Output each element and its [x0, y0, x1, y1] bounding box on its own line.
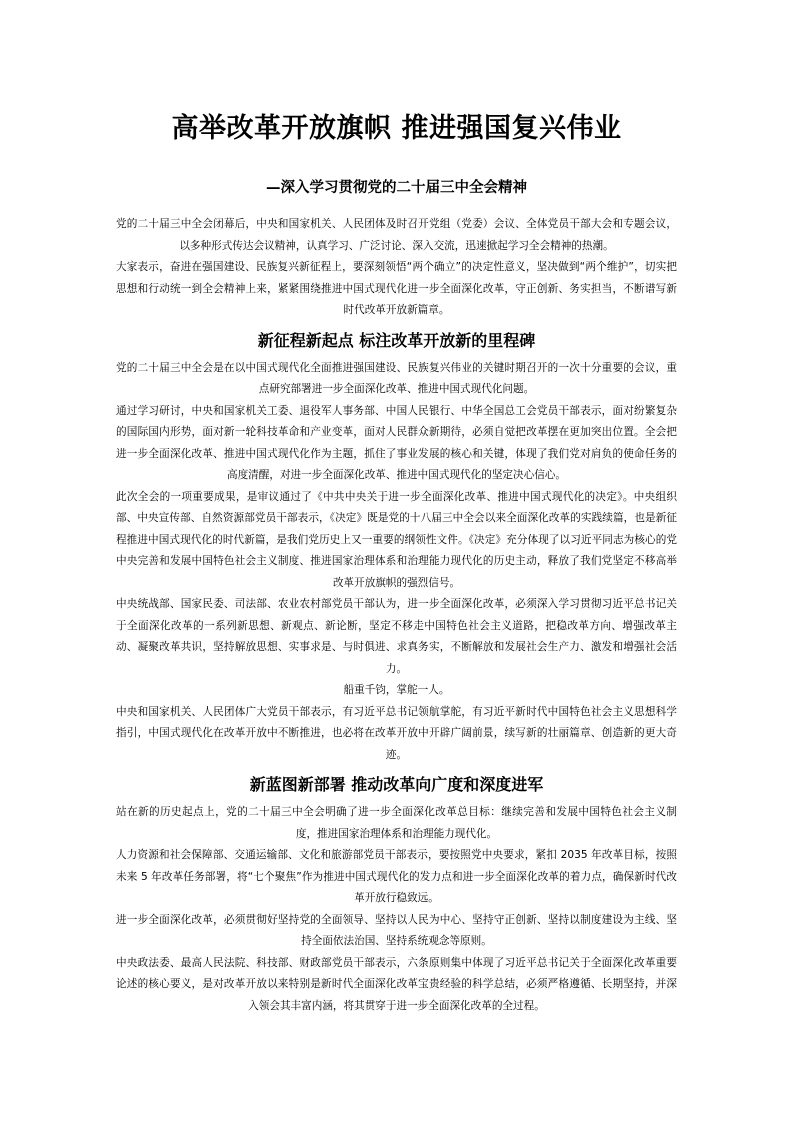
body-paragraph: 党的二十届三中全会是在以中国式现代化全面推进强国建设、民族复兴伟业的关键时期召开的一次十分重要的会议，重点研究部署进一步全面深化改革、推进中国式现代化问题。: [116, 361, 677, 395]
intro-section: [116, 214, 677, 322]
body-paragraph: 中央政法委、最高人民法院、科技部、财政部党员干部表示，六条原则集中体现了习近平总书记关于全面深化改革重要论述的核心要义，是对改革开放以来特别是新时代全面深化改革宝贵经验的科学总结，必须严格遵循、长期坚持，并深入领会其丰富内涵，将其贯穿于进一步全面深化改革的全过程。: [116, 956, 677, 1012]
section-heading: 新征程新起点 标注改革开放新的里程碑: [257, 330, 536, 350]
intro-paragraph: 大家表示，奋进在强国建设、民族复兴新征程上，要深刻领悟“两个确立”的决定性意义，坚决做到“两个维护”，切实把思想和行动统一到全会精神上来，紧紧围绕推进中国式现代化进一步全面深化改革，守正创新、务实担当，不断谱写新时代改革开放新篇章。: [116, 261, 677, 316]
section-blueprint: [116, 770, 677, 1017]
section-heading: 新蓝图新部署 推动改革向广度和深度进军: [249, 775, 544, 794]
document-subtitle: —深入学习贯彻党的二十届三中全会精神: [266, 180, 527, 196]
body-paragraph: 站在新的历史起点上，党的二十届三中全会明确了进一步全面深化改革总目标：继续完善和发展中国特色社会主义制度，推进国家治理体系和治理能力现代化。: [116, 806, 677, 840]
body-paragraph: 中央和国家机关、人民团体广大党员干部表示，有习近平总书记领航掌舵，有习近平新时代中国特色社会主义思想科学指引，中国式现代化在改革开放中不断推进，也必将在改革开放中开辟广阔前景，续写新的壮丽篇章、创造新的更大奇迹。: [116, 705, 677, 761]
body-paragraph: 此次全会的一项重要成果，是审议通过了《中共中央关于进一步全面深化改革、推进中国式现代化的决定》。中央组织部、中央宣传部、自然资源部党员干部表示，《决定》既是党的十八届三中全会以来全面深化改革的实践续篇，也是新征程推进中国式现代化的时代新篇，是我们党历史上又一重要的纲领性文件。《决定》充分体现了以习近平同志为核心的党中央完善和发展中国特色社会主义制度、推进国家治理体系和治理能力现代化的历史主动，释放了我们党坚定不移高举改革开放旗帜的强烈信号。: [116, 490, 677, 589]
section-milestone: [116, 326, 677, 767]
body-paragraph: 通过学习研讨，中央和国家机关工委、退役军人事务部、中国人民银行、中华全国总工会党员干部表示，面对纷繁复杂的国际国内形势，面对新一轮科技革命和产业变革，面对人民群众新期待，必须自觉把改革摆在更加突出位置。全会把进一步全面深化改革、推进中国式现代化作为主题，抓住了事业发展的核心和关键，体现了我们党对肩负的使命任务的高度清醒，对进一步全面深化改革、推进中国式现代化的坚定决心信心。: [116, 404, 677, 481]
body-paragraph: 人力资源和社会保障部、交通运输部、文化和旅游部党员干部表示，要按照党中央要求，紧扣 2035 年改革目标，按照未来 5 年改革任务部署，将“七个聚焦”作为推进中国式现代化的发力点和进一步全面深化改革的着力点，确保新时代改革开放行稳致远。: [116, 849, 677, 904]
body-paragraph: 船重千钧，掌舵一人。: [343, 684, 450, 696]
document-title: 高举改革开放旗帜 推进强国复兴伟业: [171, 113, 622, 144]
body-paragraph: 进一步全面深化改革，必须贯彻好坚持党的全面领导、坚持以人民为中心、坚持守正创新、坚持以制度建设为主线、坚持全面依法治国、坚持系统观念等原则。: [116, 913, 677, 947]
intro-paragraph: 党的二十届三中全会闭幕后，中央和国家机关、人民团体及时召开党组（党委）会议、全体党员干部大会和专题会议，以多种形式传达会议精神，认真学习、广泛讨论、深入交流，迅速掀起学习全会精神的热潮。: [116, 218, 677, 252]
body-paragraph: 中央统战部、国家民委、司法部、农业农村部党员干部认为，进一步全面深化改革，必须深入学习贯彻习近平总书记关于全面深化改革的一系列新思想、新观点、新论断，坚定不移走中国特色社会主义道路，把稳改革方向、增强改革主动、凝聚改革共识，坚持解放思想、实事求是、与时俱进、求真务实，不断解放和发展社会生产力、激发和增强社会活力。: [116, 598, 677, 675]
